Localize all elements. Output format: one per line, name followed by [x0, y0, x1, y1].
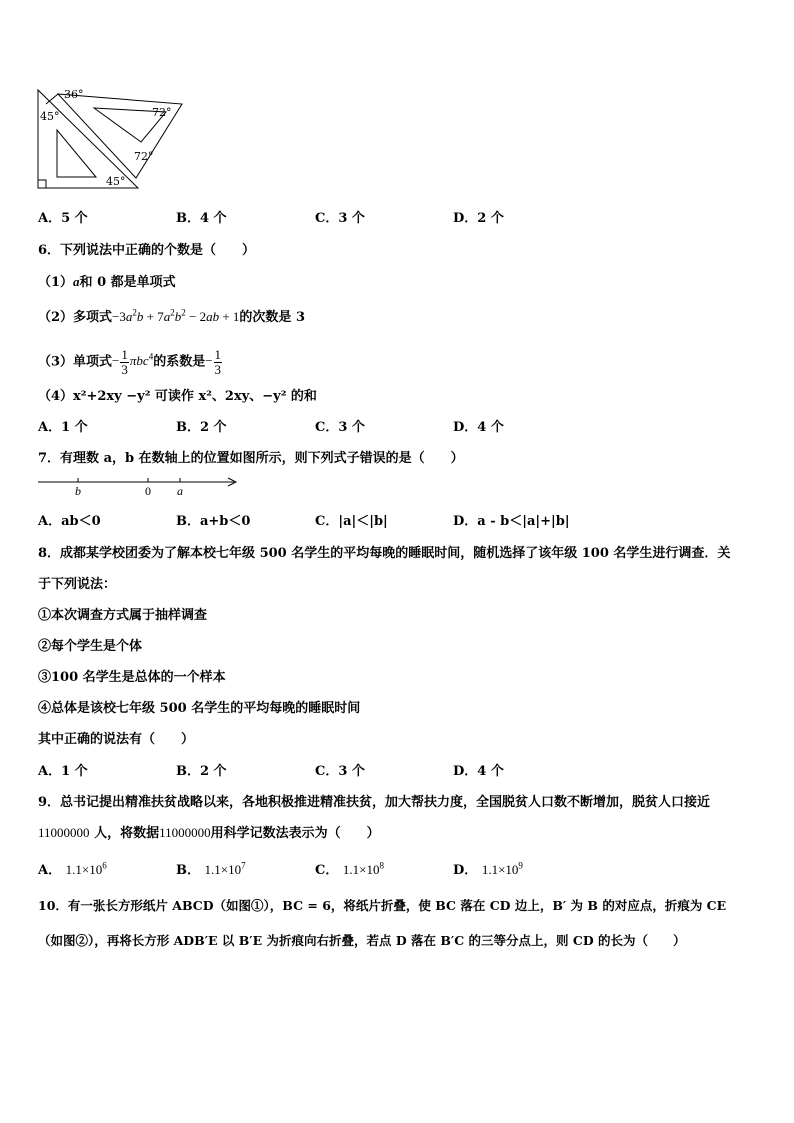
q9-options — [38, 859, 758, 877]
q6-statement-2 — [38, 306, 305, 325]
q6-statement-1 — [38, 271, 176, 290]
q9-option-b[interactable] — [176, 859, 246, 878]
q6-s3-value: − $\frac{1}{3}$ — [205, 346, 222, 377]
q8-option-d[interactable]: D．4 个 — [453, 764, 504, 779]
angle-label-72-bottom: 72° — [134, 150, 154, 163]
q6-s1-prefix: （1） — [38, 275, 74, 290]
q5-option-c[interactable]: C．3 个 — [315, 211, 365, 226]
q9-option-a-letter: A． — [38, 863, 62, 878]
q9-option-c-letter: C． — [315, 863, 339, 878]
q7-stem: 7．有理数 a，b 在数轴上的位置如图所示，则下列式子错误的是（ ） — [38, 451, 464, 466]
q8-stem-line1: 8．成都某学校团委为了解本校七年级 500 名学生的平均每晚的睡眠时间，随机选择了该年级 100 名学生进行调查．关 — [38, 546, 731, 561]
q7-option-a[interactable]: A．ab＜0 — [38, 514, 101, 529]
q6-s1-var: a — [73, 274, 80, 289]
q6-s2-prefix: （2）多项式 — [38, 310, 113, 325]
q5-option-b[interactable]: B．4 个 — [176, 211, 227, 226]
q6-s1-rest: 和 0 都是单项式 — [79, 275, 176, 290]
number-line-label-0: 0 — [145, 484, 151, 498]
q6-s2-rest: 的次数是 3 — [239, 310, 305, 325]
q8-option-a[interactable]: A．1 个 — [38, 764, 88, 779]
q9-option-b-value: $1.1\times 10^7$ — [204, 860, 246, 877]
q6-option-c[interactable]: C．3 个 — [315, 420, 365, 435]
q7-option-d[interactable]: D．a - b＜|a|+|b| — [453, 514, 570, 529]
q7-option-b[interactable]: B．a+b＜0 — [176, 514, 251, 529]
q6-statement-4: （4）x²+2xy −y² 可读作 x²、2xy、−y² 的和 — [38, 389, 317, 404]
number-line — [36, 474, 242, 498]
q6-statement-3 — [38, 340, 223, 377]
q9-stem-mid: 人，将数据 — [94, 826, 160, 841]
q5-option-d[interactable]: D．2 个 — [453, 211, 504, 226]
q8-statement-2: ②每个学生是个体 — [38, 639, 143, 654]
q9-option-d-value: $1.1\times 10^9$ — [481, 860, 523, 877]
q5-options — [38, 207, 758, 225]
q8-statement-3: ③100 名学生是总体的一个样本 — [38, 670, 226, 685]
q8-statement-4: ④总体是该校七年级 500 名学生的平均每晚的睡眠时间 — [38, 701, 361, 716]
q6-option-b[interactable]: B．2 个 — [176, 420, 227, 435]
q6-s3-prefix: （3）单项式 — [38, 354, 113, 370]
q7-options — [38, 510, 758, 528]
number-line-label-b: b — [75, 484, 81, 498]
q6-s2-expr: $-3a^2b + 7a^2b^2 - 2ab + 1$ — [112, 307, 240, 324]
q6-option-a[interactable]: A．1 个 — [38, 420, 88, 435]
q6-s3-coef: − $\frac{1}{3}$ πbc$^4$ — [112, 346, 154, 377]
q9-number-1: 11000000 — [38, 825, 90, 840]
q9-stem-line2 — [38, 822, 380, 841]
q9-stem-end: 用科学记数法表示为（ ） — [210, 826, 380, 841]
q10-stem-line1: 10．有一张长方形纸片 ABCD（如图①），BC = 6，将纸片折叠，使 BC 落在 CD 边上，B′ 为 B 的对应点，折痕为 CE — [38, 898, 727, 913]
q5-option-a[interactable]: A．5 个 — [38, 211, 88, 226]
angle-label-45-bottom: 45° — [106, 175, 126, 188]
q6-stem: 6．下列说法中正确的个数是（ ） — [38, 243, 256, 258]
q9-option-d[interactable] — [453, 859, 523, 878]
q8-stem-line2: 于下列说法： — [38, 577, 117, 592]
q8-option-b[interactable]: B．2 个 — [176, 764, 227, 779]
q9-option-a-value: $1.1\times 10^6$ — [65, 860, 107, 877]
q9-number-2: 11000000 — [159, 825, 211, 840]
number-line-label-a: a — [177, 484, 183, 498]
q7-option-c[interactable]: C．|a|＜|b| — [315, 514, 388, 529]
q9-option-c-value: $1.1\times 10^8$ — [342, 860, 384, 877]
angle-label-45-left: 45° — [40, 110, 60, 123]
angle-label-72-top: 72° — [152, 106, 172, 119]
q8-option-c[interactable]: C．3 个 — [315, 764, 365, 779]
q8-options — [38, 760, 758, 778]
q10-stem-line2: （如图②），再将长方形 ADB′E 以 B′E 为折痕向右折叠，若点 D 落在 B′C 的三等分点上，则 CD 的长为（ ） — [38, 933, 686, 948]
q9-stem-line1: 9．总书记提出精准扶贫战略以来，各地积极推进精准扶贫，加大帮扶力度，全国脱贫人口数不断增加，脱贫人口接近 — [38, 795, 711, 810]
q8-statement-1: ①本次调查方式属于抽样调查 — [38, 608, 208, 623]
q6-option-d[interactable]: D．4 个 — [453, 420, 504, 435]
q9-option-b-letter: B． — [176, 863, 200, 878]
q8-question: 其中正确的说法有（ ） — [38, 732, 195, 747]
q9-option-a[interactable] — [38, 859, 107, 878]
q9-option-d-letter: D． — [453, 863, 478, 878]
q6-options — [38, 416, 758, 434]
angle-label-36: 36° — [64, 88, 84, 101]
q9-option-c[interactable] — [315, 859, 384, 878]
q6-s3-mid: 的系数是 — [153, 354, 206, 370]
